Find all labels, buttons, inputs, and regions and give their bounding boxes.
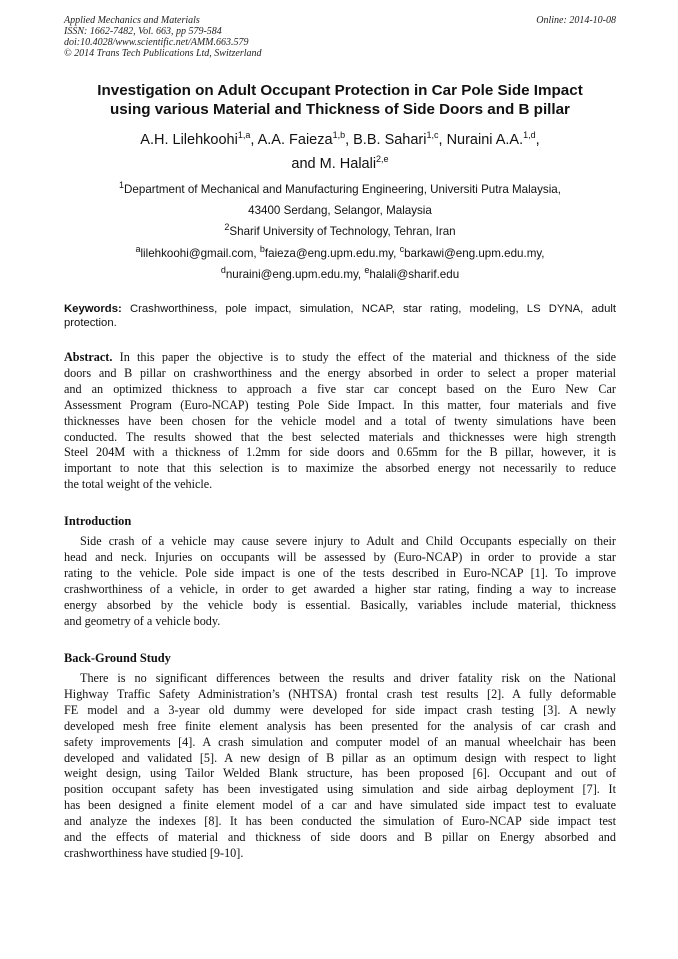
affiliations — [64, 179, 616, 285]
email-mark: a — [135, 243, 141, 254]
background-line: developed mesh free finite element analysis has been presented for the analysis of car crash and — [64, 718, 616, 733]
abstract-line: the total weight of the vehicle. — [64, 477, 213, 492]
abstract-line: thicknesses have been chosen for the vehicle model and a total of twenty simulations have been — [64, 413, 616, 428]
background-heading: Back-Ground Study — [64, 651, 171, 665]
author-name: A.A. Faieza — [257, 132, 333, 148]
background-body — [64, 671, 616, 862]
author-name: B.B. Sahari — [353, 132, 427, 148]
title-line-2: using various Material and Thickness of Side Doors and B pillar — [110, 101, 570, 118]
abstract-line-text: In this paper the objective is to study the effect of the material and thickness of the side — [112, 350, 616, 364]
background-line: FE model and a 3-year old dummy were developed for side impact crash testing [3]. A newly — [64, 702, 616, 717]
email-line-2 — [64, 264, 616, 285]
email-line-1 — [64, 243, 616, 264]
author-line-1: A.H. Lilehkoohi$^{1,a}$, A.A. Faieza$^{1,b}$, B.B. Sahari$^{1,c}$, Nuraini A.A.$^{1,d}$, — [140, 130, 540, 148]
keywords — [64, 302, 616, 330]
affiliation-mark: 2 — [224, 222, 230, 233]
email-mark: c — [399, 243, 405, 254]
introduction-line: Side crash of a vehicle may cause severe injury to Adult and Child Occupants especially on their — [80, 534, 616, 548]
background-line: safety improvements [4]. A crash simulation and computer model of an manual wheelchair has been — [64, 734, 616, 749]
paper-title — [64, 81, 616, 119]
author-list — [64, 128, 616, 176]
abstract-line: and an optimized thickness to approach a five star car concept based on the Euro New Car — [64, 381, 616, 396]
author-affiliation-mark: 1,c — [426, 130, 439, 141]
introduction-body — [64, 534, 616, 629]
affiliation-1 — [64, 179, 616, 200]
introduction-line: and geometry of a vehicle body. — [64, 613, 221, 628]
author-affiliation-mark: 1,d — [523, 130, 536, 141]
introduction-line: rating to the vehicle. Pole side impact is one of the tests described in Euro-NCAP [1]. To improve — [64, 565, 616, 580]
author-affiliation-mark: 1,a — [237, 130, 251, 141]
abstract-line: conducted. The results showed that the best selected materials and thicknesses were high strength — [64, 429, 616, 444]
abstract — [64, 350, 616, 493]
introduction-line: crashworthiness of a vehicle, in order to get awarded a higher star rating, finding a way to increase — [64, 581, 616, 596]
affiliation-text: Sharif University of Technology, Tehran, Iran — [229, 225, 456, 239]
background-line: has been designed a finite element model of a car and have simulated side impact test to evaluate — [64, 798, 616, 813]
copyright-line: © 2014 Trans Tech Publications Ltd, Switzerland — [64, 48, 262, 59]
background-line: and the effects of material and thickness of side doors and B pillar on Energy absorbed and — [64, 830, 616, 845]
introduction-line: energy absorbed by the vehicle body is essential. Basically, variables include material, thickness — [64, 597, 616, 612]
email-link[interactable]: nuraini@eng.upm.edu.my, — [225, 267, 362, 281]
author-name: Nuraini A.A. — [446, 132, 524, 148]
author-affiliation-mark: 1,b — [332, 130, 346, 141]
title-line-1: Investigation on Adult Occupant Protection in Car Pole Side Impact — [97, 82, 583, 99]
issn-line: ISSN: 1662-7482, Vol. 663, pp 579-584 — [64, 26, 222, 37]
background-line: developed and validated [5]. A new design of B pillar as an optimum design with respect to light — [64, 750, 616, 765]
abstract-line: Steel 204M with a thickness of 1.2mm for side doors and 0.65mm for the B pillar, however, it is — [64, 445, 616, 460]
background-line: weight design, using Tailor Welded Blank structure, has been proposed [6]. Occupant and out of — [64, 766, 616, 781]
affiliation-text: Department of Mechanical and Manufacturing Engineering, Universiti Putra Malaysia, — [124, 183, 561, 196]
email-link[interactable]: faieza@eng.upm.edu.my, — [264, 246, 397, 260]
email-mark: b — [259, 243, 265, 254]
affiliation-1-address: 43400 Serdang, Selangor, Malaysia — [248, 204, 432, 218]
background-line: position occupant safety has been investigated using simulation and side airbag deployment [7]. It — [64, 782, 616, 797]
affiliation-mark: 1 — [119, 180, 125, 191]
author-line-2 — [64, 152, 616, 176]
author-name: A.H. Lilehkoohi — [140, 132, 238, 148]
doi-line: doi:10.4028/www.scientific.net/AMM.663.579 — [64, 37, 249, 48]
author-name: and M. Halali — [291, 156, 377, 172]
background-line: There is no significant differences between the results and driver fatality risk on the National — [80, 671, 616, 685]
background-line: Highway Traffic Safety Administration’s (NHTSA) frontal crash test results [2]. A fully deformable — [64, 686, 616, 701]
online-date: Online: 2014-10-08 — [536, 15, 616, 26]
affiliation-2 — [64, 221, 616, 242]
email-link[interactable]: halali@sharif.edu — [369, 267, 460, 281]
email-link[interactable]: barkawi@eng.upm.edu.my, — [404, 246, 545, 260]
abstract-label: Abstract. — [64, 350, 113, 364]
abstract-line — [64, 350, 616, 366]
running-header — [64, 15, 616, 59]
email-mark: e — [364, 264, 370, 275]
keywords-text: Crashworthiness, pole impact, simulation, NCAP, star rating, modeling, LS DYNA, adult protection. — [64, 303, 617, 329]
abstract-line: Assessment Program (Euro-NCAP) testing Pole Side Impact. In this matter, four materials and five — [64, 397, 616, 412]
keywords-label: Keywords: — [64, 303, 122, 315]
author-affiliation-mark: 2,e — [376, 154, 389, 165]
introduction-heading: Introduction — [64, 514, 132, 528]
abstract-line: doors and B pillar on crashworthiness and the energy absorbed in order to select a proper material — [64, 365, 616, 380]
email-mark: d — [220, 264, 226, 275]
journal-name: Applied Mechanics and Materials — [64, 15, 200, 26]
abstract-line: important to note that this selection is to maximize the absorbed energy not necessarily to reduce — [64, 461, 616, 476]
introduction-line: head and neck. Injuries on occupants will be assessed by (Euro-NCAP) in order to provide a star — [64, 549, 616, 564]
background-line: crashworthiness have studied [9-10]. — [64, 845, 244, 860]
background-line: and analyze the indexes [8]. It has been conducted the simulation of Euro-NCAP side impact test — [64, 814, 616, 829]
email-link[interactable]: lilehkoohi@gmail.com, — [140, 246, 257, 260]
